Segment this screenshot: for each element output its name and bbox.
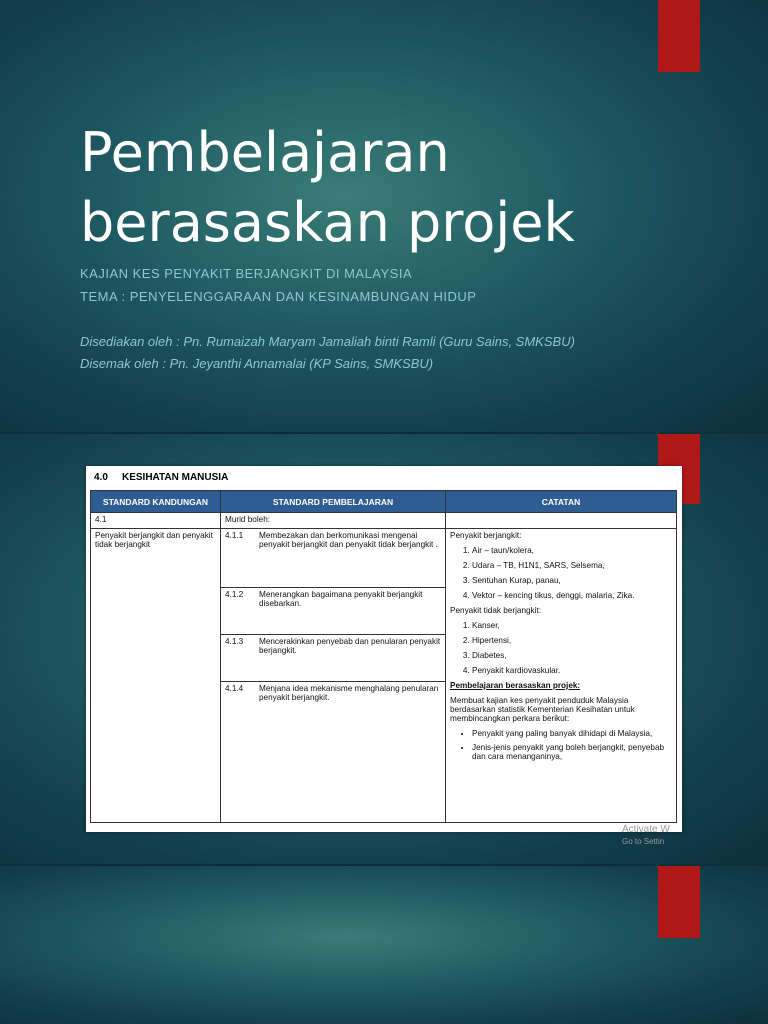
- slide-theme: TEMA : PENYELENGGARAAN DAN KESINAMBUNGAN HIDUP: [80, 289, 477, 304]
- title-line-1: Pembelajaran: [80, 121, 450, 184]
- tidak-berjangkit-title: Penyakit tidak berjangkit:: [450, 606, 542, 615]
- table-header-row: [91, 491, 677, 513]
- list-item: [221, 529, 445, 587]
- projek-text: Membuat kajian kes penyakit penduduk Malaysia berdasarkan statistik Kementerian Kesihatan untuk membincangkan perkara berikut:: [450, 696, 635, 723]
- curriculum-document-image: [86, 466, 682, 846]
- section-title: KESIHATAN MANUSIA: [122, 472, 229, 483]
- accent-red-bar: [658, 0, 700, 72]
- projek-title: Pembelajaran berasaskan projek:: [450, 681, 581, 690]
- kandungan-code: 4.1: [91, 513, 221, 529]
- sp-code: 4.1.1: [225, 531, 244, 540]
- header-catatan: CATATAN: [446, 491, 677, 513]
- prepared-by: Disediakan oleh : Pn. Rumaizah Maryam Jamaliah binti Ramli (Guru Sains, SMKSBU): [80, 334, 575, 349]
- title-slide: [0, 0, 768, 432]
- sp-text: Menjana idea mekanisme menghalang penularan penyakit berjangkit.: [259, 684, 439, 702]
- reviewed-by: Disemak oleh : Pn. Jeyanthi Annamalai (KP Sains, SMKSBU): [80, 356, 434, 371]
- pembelajaran-list: [221, 529, 446, 823]
- title-line-2: berasaskan projek: [80, 191, 575, 254]
- sp-text: Menerangkan bagaimana penyakit berjangkit disebarkan.: [259, 590, 423, 608]
- list-item: • Jenis-jenis penyakit yang boleh berjangkit, penyebab dan cara menanganinya,: [472, 743, 672, 761]
- kandungan-text: Penyakit berjangkit dan penyakit tidak berjangkit: [91, 529, 221, 823]
- list-item: 4. Vektor – kencing tikus, denggi, malaria, Zika.: [472, 591, 672, 600]
- section-number: 4.0: [94, 472, 108, 483]
- activate-windows-watermark: [622, 824, 670, 848]
- watermark-line-2: Go to Settin: [622, 837, 665, 846]
- header-standard-pembelajaran: STANDARD PEMBELAJARAN: [221, 491, 446, 513]
- berjangkit-title: Penyakit berjangkit:: [450, 531, 522, 540]
- slide-title: [80, 118, 575, 258]
- watermark-line-1: Activate W: [622, 824, 670, 835]
- list-item: 3. Diabetes,: [472, 651, 672, 660]
- list-item: 2. Udara – TB, H1N1, SARS, Selsema,: [472, 561, 672, 570]
- accent-red-bar: [658, 866, 700, 938]
- list-item: 1. Air – taun/kolera,: [472, 546, 672, 555]
- list-item: [221, 681, 445, 814]
- sp-text: Membezakan dan berkomunikasi mengenai penyakit berjangkit dan penyakit tidak berjangkit .: [259, 531, 438, 549]
- sp-text: Mencerakinkan penyebab dan penularan penyakit berjangkit.: [259, 637, 441, 655]
- sp-code: 4.1.2: [225, 590, 244, 599]
- table-row: [91, 513, 677, 529]
- slide-subtitle: KAJIAN KES PENYAKIT BERJANGKIT DI MALAYSIA: [80, 266, 413, 281]
- list-item: [221, 587, 445, 634]
- next-slide-partial: [0, 866, 768, 1024]
- list-item: [221, 634, 445, 681]
- curriculum-slide: [0, 434, 768, 864]
- list-item: 3. Sentuhan Kurap, panau,: [472, 576, 672, 585]
- catatan-empty: [446, 513, 677, 529]
- list-item: • Penyakit yang paling banyak dihidapi di Malaysia,: [472, 729, 672, 738]
- murid-boleh: Murid boleh:: [221, 513, 446, 529]
- list-item: 2. Hipertensi,: [472, 636, 672, 645]
- table-row: [91, 529, 677, 823]
- curriculum-table: [90, 490, 677, 823]
- catatan-cell: [446, 529, 677, 823]
- berjangkit-list: [450, 546, 672, 600]
- list-item: 1. Kanser,: [472, 621, 672, 630]
- projek-bullets: [450, 729, 672, 761]
- list-item: 4. Penyakit kardiovaskular.: [472, 666, 672, 675]
- header-standard-kandungan: STANDARD KANDUNGAN: [91, 491, 221, 513]
- section-heading: [94, 472, 228, 483]
- tidak-berjangkit-list: [450, 621, 672, 675]
- sp-code: 4.1.4: [225, 684, 244, 693]
- sp-code: 4.1.3: [225, 637, 244, 646]
